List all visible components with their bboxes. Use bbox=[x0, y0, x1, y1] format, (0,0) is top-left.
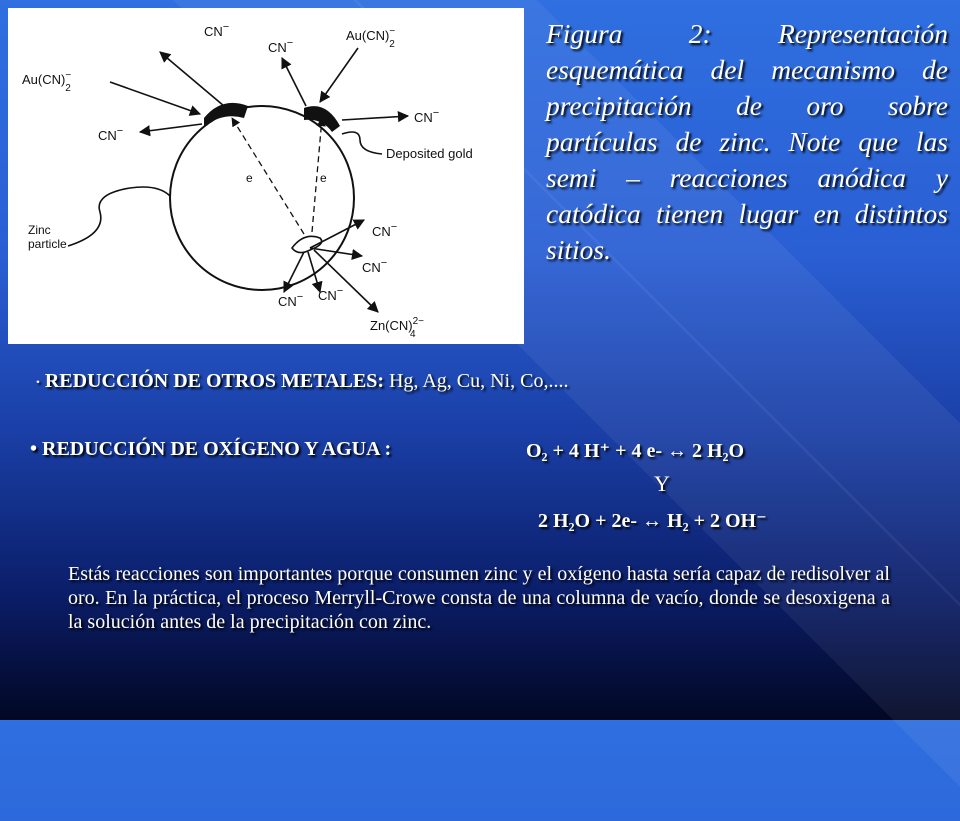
zinc-particle-pointer bbox=[68, 187, 170, 246]
arrow-cn-top-left bbox=[160, 52, 224, 106]
label-particle: particle bbox=[28, 237, 67, 251]
label-au-left: Au(CN)− 2 bbox=[22, 70, 72, 94]
arrow-cn-top-mid bbox=[282, 58, 306, 106]
equation-water: 2 H₂O + 2e- ↔ H₂ + 2 OH⁻ bbox=[538, 510, 767, 532]
arrow-cn-bottom-1 bbox=[284, 252, 304, 292]
label-cn-top-mid: CN− bbox=[268, 37, 294, 55]
label-cn-bottom-1: CN− bbox=[278, 291, 304, 309]
electron-path-left bbox=[232, 118, 304, 234]
arrow-cn-left bbox=[140, 124, 202, 132]
bullet-marker: • bbox=[36, 376, 40, 389]
label-cn-bottom-2: CN− bbox=[318, 285, 344, 303]
equation-connector: Y bbox=[654, 471, 670, 496]
zinc-particle-diagram bbox=[8, 8, 524, 344]
label-cn-right: CN− bbox=[414, 107, 440, 125]
bullet-heading: REDUCCIÓN DE OTROS METALES: bbox=[44, 370, 384, 392]
arrow-cn-lower-1 bbox=[310, 220, 364, 248]
label-cn-left: CN− bbox=[98, 125, 124, 143]
diagram-svg bbox=[8, 8, 524, 344]
figure-caption: Figura 2: Representación esquemática del mecanismo de precipitación de oro sobre partículas de zinc. Note que las semi – reacciones anódica y catódica tienen lugar en distintos sitios. bbox=[546, 18, 948, 265]
arrow-cn-lower-2 bbox=[310, 248, 362, 256]
label-au-top-right: Au(CN)− 2 bbox=[346, 26, 396, 50]
bullet-heading: REDUCCIÓN DE OXÍGENO Y AGUA : bbox=[42, 438, 392, 460]
bullet-text: Hg, Ag, Cu, Ni, Co,.... bbox=[383, 370, 569, 392]
equation-oxygen: O₂ + 4 H⁺ + 4 e- ↔ 2 H₂O bbox=[526, 440, 745, 462]
arrow-au-top-right bbox=[320, 48, 358, 102]
label-electron-right: e bbox=[320, 171, 327, 185]
label-zinc: Zinc bbox=[28, 223, 51, 237]
arrow-cn-right bbox=[342, 116, 408, 120]
label-zn-complex: Zn(CN)$^{2-}$ 4 bbox=[370, 316, 425, 340]
label-deposited-gold: Deposited gold bbox=[386, 146, 473, 161]
label-cn-lower-2: CN− bbox=[362, 257, 388, 275]
arrow-au-left bbox=[110, 82, 200, 114]
bullet-oxygen-water bbox=[30, 438, 391, 461]
deposited-gold-pointer bbox=[342, 132, 382, 154]
bullet-marker: • bbox=[30, 438, 38, 460]
label-electron-left: e bbox=[246, 171, 253, 185]
explanation-paragraph: Estás reacciones son importantes porque consumen zinc y el oxígeno hasta sería capaz de redisolver al oro. En la práctica, el proceso Merryll-Crowe consta de una columna de vacío, donde se desoxigena a la solución antes de la precipitación con zinc. bbox=[68, 563, 890, 633]
label-cn-top-left: CN− bbox=[204, 21, 230, 39]
label-cn-lower-1: CN− bbox=[372, 221, 398, 239]
bullet-other-metals bbox=[36, 370, 568, 393]
